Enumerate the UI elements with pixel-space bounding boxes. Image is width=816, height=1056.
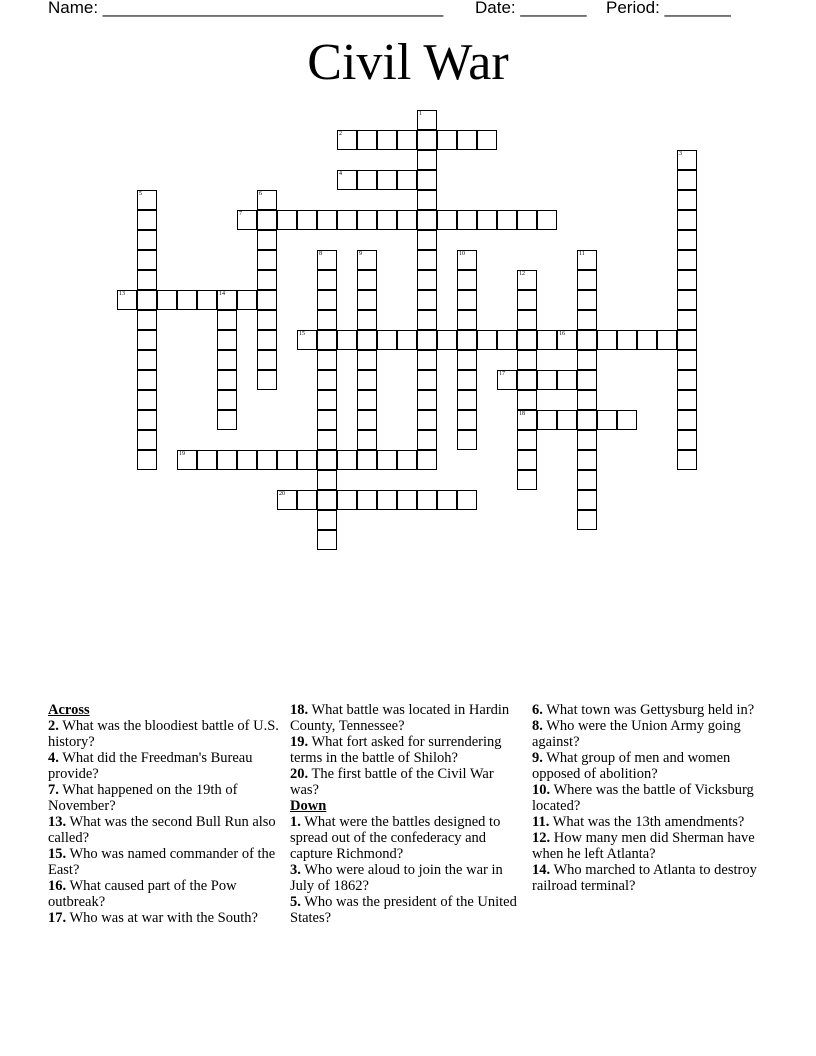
grid-cell[interactable] bbox=[417, 250, 437, 270]
clue-across-19: 19. What fort asked for surrendering terms in the battle of Shiloh? bbox=[290, 734, 502, 766]
grid-cell[interactable] bbox=[577, 310, 597, 330]
grid-cell[interactable] bbox=[377, 450, 397, 470]
grid-cell[interactable] bbox=[557, 370, 577, 390]
grid-cell[interactable] bbox=[377, 130, 397, 150]
grid-cell[interactable] bbox=[257, 190, 277, 210]
grid-cell[interactable] bbox=[257, 230, 277, 250]
grid-cell[interactable] bbox=[357, 330, 377, 350]
grid-cell[interactable] bbox=[677, 310, 697, 330]
grid-cell[interactable] bbox=[217, 310, 237, 330]
clue-number: 19 bbox=[179, 451, 185, 457]
student-info-header bbox=[48, 0, 788, 20]
grid-cell[interactable] bbox=[357, 130, 377, 150]
grid-cell[interactable] bbox=[317, 270, 337, 290]
grid-cell[interactable] bbox=[517, 350, 537, 370]
grid-cell[interactable] bbox=[397, 210, 417, 230]
grid-cell[interactable] bbox=[457, 250, 477, 270]
grid-cell[interactable] bbox=[137, 290, 157, 310]
clue-number: 7 bbox=[239, 211, 242, 217]
grid-cell[interactable] bbox=[197, 450, 217, 470]
grid-cell[interactable] bbox=[217, 450, 237, 470]
grid-cell[interactable] bbox=[317, 310, 337, 330]
grid-cell[interactable] bbox=[417, 430, 437, 450]
grid-cell[interactable] bbox=[497, 370, 517, 390]
grid-cell[interactable] bbox=[397, 170, 417, 190]
grid-cell[interactable] bbox=[677, 430, 697, 450]
clue-number: 8 bbox=[319, 251, 322, 257]
clue-number: 10 bbox=[459, 251, 465, 257]
grid-cell[interactable] bbox=[437, 490, 457, 510]
grid-cell[interactable] bbox=[477, 330, 497, 350]
grid-cell[interactable] bbox=[357, 490, 377, 510]
grid-cell[interactable] bbox=[357, 250, 377, 270]
clue-number: 20 bbox=[279, 491, 285, 497]
grid-cell[interactable] bbox=[517, 210, 537, 230]
grid-cell[interactable] bbox=[457, 270, 477, 290]
grid-cell[interactable] bbox=[437, 330, 457, 350]
clue-number: 5 bbox=[139, 191, 142, 197]
grid-cell[interactable] bbox=[217, 410, 237, 430]
grid-cell[interactable] bbox=[257, 450, 277, 470]
grid-cell[interactable] bbox=[317, 350, 337, 370]
grid-cell[interactable] bbox=[257, 350, 277, 370]
clue-across-4: 4. What did the Freedman's Bureau provide? bbox=[48, 750, 253, 782]
grid-cell[interactable] bbox=[217, 330, 237, 350]
grid-cell[interactable] bbox=[257, 370, 277, 390]
grid-cell[interactable] bbox=[477, 210, 497, 230]
grid-cell[interactable] bbox=[417, 490, 437, 510]
clue-number: 11 bbox=[579, 251, 585, 257]
grid-cell[interactable] bbox=[577, 470, 597, 490]
grid-cell[interactable] bbox=[537, 210, 557, 230]
grid-cell[interactable] bbox=[517, 390, 537, 410]
grid-cell[interactable] bbox=[597, 330, 617, 350]
date-field[interactable]: Date: _______ bbox=[475, 0, 587, 17]
grid-cell[interactable] bbox=[417, 290, 437, 310]
grid-cell[interactable] bbox=[217, 390, 237, 410]
grid-cell[interactable] bbox=[397, 490, 417, 510]
grid-cell[interactable] bbox=[137, 210, 157, 230]
grid-cell[interactable] bbox=[257, 330, 277, 350]
across-heading: Across bbox=[48, 702, 90, 718]
clue-number: 3 bbox=[679, 151, 682, 157]
grid-cell[interactable] bbox=[417, 390, 437, 410]
grid-cell[interactable] bbox=[517, 310, 537, 330]
grid-cell[interactable] bbox=[137, 350, 157, 370]
grid-cell[interactable] bbox=[457, 210, 477, 230]
grid-cell[interactable] bbox=[417, 190, 437, 210]
grid-cell[interactable] bbox=[257, 210, 277, 230]
grid-cell[interactable] bbox=[597, 410, 617, 430]
grid-cell[interactable] bbox=[277, 490, 297, 510]
grid-cell[interactable] bbox=[517, 370, 537, 390]
grid-cell[interactable] bbox=[537, 330, 557, 350]
grid-cell[interactable] bbox=[317, 370, 337, 390]
grid-cell[interactable] bbox=[237, 450, 257, 470]
grid-cell[interactable] bbox=[357, 350, 377, 370]
grid-cell[interactable] bbox=[357, 370, 377, 390]
grid-cell[interactable] bbox=[517, 410, 537, 430]
down-heading: Down bbox=[290, 798, 327, 814]
grid-cell[interactable] bbox=[457, 290, 477, 310]
grid-cell[interactable] bbox=[177, 290, 197, 310]
grid-cell[interactable] bbox=[657, 330, 677, 350]
grid-cell[interactable] bbox=[137, 230, 157, 250]
grid-cell[interactable] bbox=[237, 210, 257, 230]
grid-cell[interactable] bbox=[677, 170, 697, 190]
grid-cell[interactable] bbox=[677, 390, 697, 410]
grid-cell[interactable] bbox=[137, 390, 157, 410]
grid-cell[interactable] bbox=[117, 290, 137, 310]
grid-cell[interactable] bbox=[217, 370, 237, 390]
grid-cell[interactable] bbox=[517, 290, 537, 310]
grid-cell[interactable] bbox=[337, 170, 357, 190]
grid-cell[interactable] bbox=[337, 130, 357, 150]
grid-cell[interactable] bbox=[457, 350, 477, 370]
grid-cell[interactable] bbox=[297, 490, 317, 510]
grid-cell[interactable] bbox=[677, 450, 697, 470]
grid-cell[interactable] bbox=[417, 410, 437, 430]
clue-down-6: 6. What town was Gettysburg held in? bbox=[532, 702, 755, 718]
grid-cell[interactable] bbox=[617, 330, 637, 350]
grid-cell[interactable] bbox=[677, 190, 697, 210]
grid-cell[interactable] bbox=[677, 210, 697, 230]
clue-down-3: 3. Who were aloud to join the war in July of 1862? bbox=[290, 862, 503, 894]
grid-cell[interactable] bbox=[517, 470, 537, 490]
clue-down-1: 1. What were the battles designed to spread out of the confederacy and capture Richmond? bbox=[290, 814, 501, 862]
grid-cell[interactable] bbox=[337, 490, 357, 510]
grid-cell[interactable] bbox=[417, 350, 437, 370]
grid-cell[interactable] bbox=[677, 270, 697, 290]
clue-down-9: 9. What group of men and women opposed of abolition? bbox=[532, 750, 731, 782]
grid-cell[interactable] bbox=[337, 450, 357, 470]
grid-cell[interactable] bbox=[177, 450, 197, 470]
grid-cell[interactable] bbox=[417, 210, 437, 230]
clue-across-7: 7. What happened on the 19th of November? bbox=[48, 782, 238, 814]
grid-cell[interactable] bbox=[217, 350, 237, 370]
grid-cell[interactable] bbox=[317, 250, 337, 270]
grid-cell[interactable] bbox=[577, 410, 597, 430]
grid-cell[interactable] bbox=[317, 290, 337, 310]
grid-cell[interactable] bbox=[297, 330, 317, 350]
grid-cell[interactable] bbox=[517, 330, 537, 350]
grid-cell[interactable] bbox=[637, 330, 657, 350]
clue-number: 13 bbox=[119, 291, 125, 297]
grid-cell[interactable] bbox=[357, 390, 377, 410]
clue-down-12: 12. How many men did Sherman have when he left Atlanta? bbox=[532, 830, 755, 862]
grid-cell[interactable] bbox=[557, 330, 577, 350]
grid-cell[interactable] bbox=[677, 230, 697, 250]
clue-down-14: 14. Who marched to Atlanta to destroy railroad terminal? bbox=[532, 862, 757, 894]
grid-cell[interactable] bbox=[517, 450, 537, 470]
page-title: Civil War bbox=[307, 34, 509, 91]
grid-cell[interactable] bbox=[357, 410, 377, 430]
grid-cell[interactable] bbox=[317, 470, 337, 490]
grid-cell[interactable] bbox=[337, 330, 357, 350]
grid-cell[interactable] bbox=[357, 270, 377, 290]
grid-cell[interactable] bbox=[137, 430, 157, 450]
clue-across-18: 18. What battle was located in Hardin County, Tennessee? bbox=[290, 702, 510, 734]
grid-cell[interactable] bbox=[417, 110, 437, 130]
grid-cell[interactable] bbox=[457, 430, 477, 450]
grid-cell[interactable] bbox=[397, 330, 417, 350]
grid-cell[interactable] bbox=[317, 530, 337, 550]
grid-cell[interactable] bbox=[157, 290, 177, 310]
grid-cell[interactable] bbox=[417, 130, 437, 150]
grid-cell[interactable] bbox=[357, 450, 377, 470]
grid-cell[interactable] bbox=[377, 210, 397, 230]
clue-number: 14 bbox=[219, 291, 225, 297]
clue-number: 15 bbox=[299, 331, 305, 337]
clue-number: 1 bbox=[419, 111, 422, 117]
grid-cell[interactable] bbox=[517, 430, 537, 450]
grid-cell[interactable] bbox=[617, 410, 637, 430]
grid-cell[interactable] bbox=[317, 490, 337, 510]
clue-column-2 bbox=[290, 702, 526, 926]
grid-cell[interactable] bbox=[677, 330, 697, 350]
grid-cell[interactable] bbox=[277, 450, 297, 470]
clue-number: 12 bbox=[519, 271, 525, 277]
clue-number: 9 bbox=[359, 251, 362, 257]
grid-cell[interactable] bbox=[237, 290, 257, 310]
grid-cell[interactable] bbox=[217, 290, 237, 310]
grid-cell[interactable] bbox=[457, 370, 477, 390]
grid-cell[interactable] bbox=[417, 230, 437, 250]
grid-cell[interactable] bbox=[277, 210, 297, 230]
grid-cell[interactable] bbox=[677, 290, 697, 310]
grid-cell[interactable] bbox=[537, 410, 557, 430]
clue-number: 17 bbox=[499, 371, 505, 377]
clue-number: 2 bbox=[339, 131, 342, 137]
grid-cell[interactable] bbox=[357, 310, 377, 330]
grid-cell[interactable] bbox=[257, 270, 277, 290]
clue-down-10: 10. Where was the battle of Vicksburg located? bbox=[532, 782, 754, 814]
grid-cell[interactable] bbox=[577, 330, 597, 350]
grid-cell[interactable] bbox=[397, 450, 417, 470]
grid-cell[interactable] bbox=[137, 410, 157, 430]
clue-across-17: 17. Who was at war with the South? bbox=[48, 910, 258, 926]
grid-cell[interactable] bbox=[457, 310, 477, 330]
grid-cell[interactable] bbox=[137, 270, 157, 290]
grid-cell[interactable] bbox=[137, 330, 157, 350]
grid-cell[interactable] bbox=[457, 490, 477, 510]
clue-column-3 bbox=[532, 702, 768, 894]
grid-cell[interactable] bbox=[577, 490, 597, 510]
clue-number: 6 bbox=[259, 191, 262, 197]
grid-cell[interactable] bbox=[357, 170, 377, 190]
grid-cell[interactable] bbox=[417, 270, 437, 290]
grid-cell[interactable] bbox=[437, 130, 457, 150]
clue-down-11: 11. What was the 13th amendments? bbox=[532, 814, 745, 830]
grid-cell[interactable] bbox=[577, 350, 597, 370]
grid-cell[interactable] bbox=[357, 430, 377, 450]
grid-cell[interactable] bbox=[677, 250, 697, 270]
grid-cell[interactable] bbox=[577, 270, 597, 290]
grid-cell[interactable] bbox=[577, 370, 597, 390]
grid-cell[interactable] bbox=[537, 370, 557, 390]
grid-cell[interactable] bbox=[577, 450, 597, 470]
grid-cell[interactable] bbox=[137, 450, 157, 470]
grid-cell[interactable] bbox=[457, 390, 477, 410]
grid-cell[interactable] bbox=[497, 330, 517, 350]
clue-across-2: 2. What was the bloodiest battle of U.S. history? bbox=[48, 718, 279, 750]
grid-cell[interactable] bbox=[457, 130, 477, 150]
grid-cell[interactable] bbox=[377, 170, 397, 190]
grid-cell[interactable] bbox=[137, 190, 157, 210]
grid-cell[interactable] bbox=[377, 330, 397, 350]
grid-cell[interactable] bbox=[557, 410, 577, 430]
period-field[interactable]: Period: _______ bbox=[606, 0, 731, 17]
grid-cell[interactable] bbox=[577, 290, 597, 310]
grid-cell[interactable] bbox=[257, 250, 277, 270]
grid-cell[interactable] bbox=[297, 450, 317, 470]
grid-cell[interactable] bbox=[577, 430, 597, 450]
clue-column-1 bbox=[48, 702, 284, 926]
clue-across-15: 15. Who was named commander of the East? bbox=[48, 846, 276, 878]
clue-number: 18 bbox=[519, 411, 525, 417]
grid-cell[interactable] bbox=[317, 330, 337, 350]
grid-cell[interactable] bbox=[517, 270, 537, 290]
grid-cell[interactable] bbox=[297, 210, 317, 230]
grid-cell[interactable] bbox=[577, 390, 597, 410]
name-field[interactable]: Name: ____________________________________ bbox=[48, 0, 444, 17]
grid-cell[interactable] bbox=[377, 490, 397, 510]
clue-down-5: 5. Who was the president of the United States? bbox=[290, 894, 517, 926]
grid-cell[interactable] bbox=[337, 210, 357, 230]
grid-cell[interactable] bbox=[417, 150, 437, 170]
grid-cell[interactable] bbox=[457, 330, 477, 350]
grid-cell[interactable] bbox=[357, 290, 377, 310]
grid-cell[interactable] bbox=[497, 210, 517, 230]
grid-cell[interactable] bbox=[417, 310, 437, 330]
clue-across-16: 16. What caused part of the Pow outbreak? bbox=[48, 878, 237, 910]
clue-number: 16 bbox=[559, 331, 565, 337]
grid-cell[interactable] bbox=[257, 310, 277, 330]
clue-number: 4 bbox=[339, 171, 342, 177]
grid-cell[interactable] bbox=[417, 170, 437, 190]
grid-cell[interactable] bbox=[137, 250, 157, 270]
grid-cell[interactable] bbox=[317, 510, 337, 530]
grid-cell[interactable] bbox=[577, 250, 597, 270]
grid-cell[interactable] bbox=[197, 290, 217, 310]
grid-cell[interactable] bbox=[317, 430, 337, 450]
grid-cell[interactable] bbox=[417, 370, 437, 390]
grid-cell[interactable] bbox=[397, 130, 417, 150]
clue-across-13: 13. What was the second Bull Run also called? bbox=[48, 814, 276, 846]
grid-cell[interactable] bbox=[357, 210, 377, 230]
grid-cell[interactable] bbox=[137, 370, 157, 390]
grid-cell[interactable] bbox=[417, 330, 437, 350]
clue-across-20: 20. The first battle of the Civil War was? bbox=[290, 766, 494, 798]
grid-cell[interactable] bbox=[477, 130, 497, 150]
grid-cell[interactable] bbox=[417, 450, 437, 470]
grid-cell[interactable] bbox=[437, 210, 457, 230]
grid-cell[interactable] bbox=[137, 310, 157, 330]
grid-cell[interactable] bbox=[677, 150, 697, 170]
clue-down-8: 8. Who were the Union Army going against? bbox=[532, 718, 741, 750]
grid-cell[interactable] bbox=[317, 410, 337, 430]
grid-cell[interactable] bbox=[677, 410, 697, 430]
grid-cell[interactable] bbox=[457, 410, 477, 430]
grid-cell[interactable] bbox=[317, 390, 337, 410]
grid-cell[interactable] bbox=[257, 290, 277, 310]
grid-cell[interactable] bbox=[577, 510, 597, 530]
grid-cell[interactable] bbox=[317, 210, 337, 230]
grid-cell[interactable] bbox=[317, 450, 337, 470]
grid-cell[interactable] bbox=[677, 350, 697, 370]
grid-cell[interactable] bbox=[677, 370, 697, 390]
